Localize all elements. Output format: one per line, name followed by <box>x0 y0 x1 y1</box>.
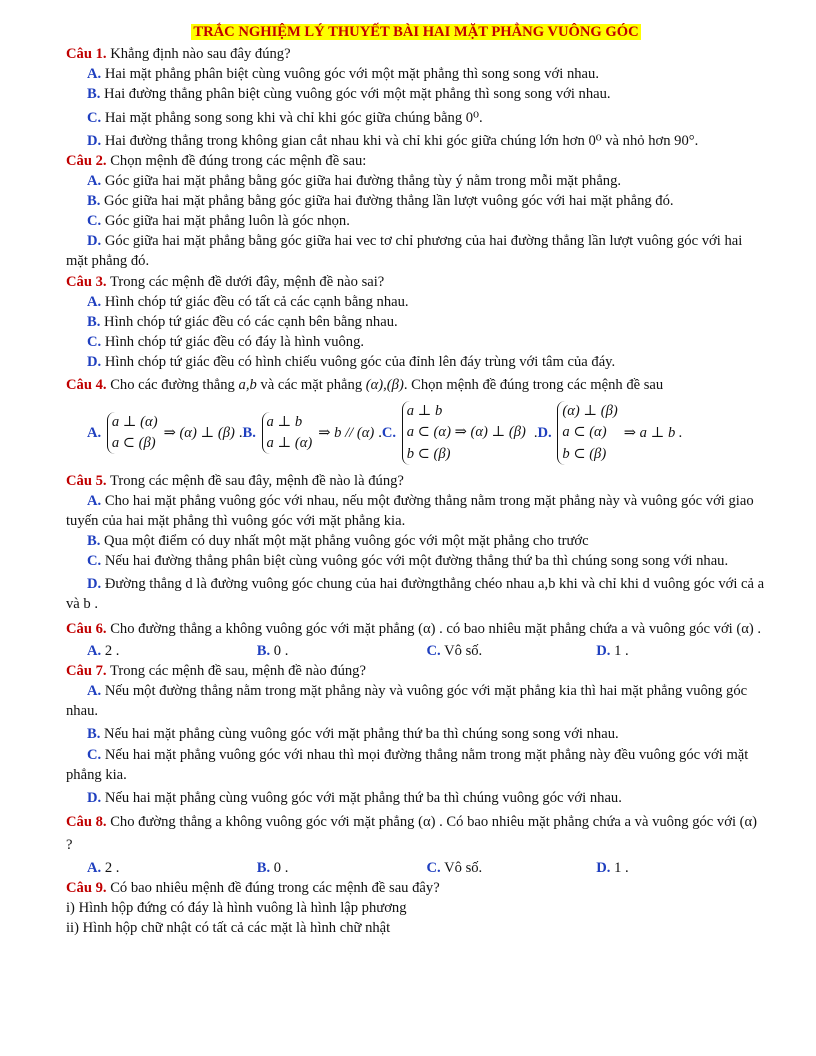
option-letter: D. <box>87 354 102 370</box>
option-letter: D. <box>87 789 102 806</box>
option-text: 1 . <box>614 859 629 876</box>
option-letter: C. <box>426 859 441 876</box>
question-9 <box>66 878 766 898</box>
math-line: b ⊂ (β) <box>406 445 451 462</box>
option-7b <box>66 724 766 744</box>
option-text: Hình chóp tứ giác đều có các cạnh bên bằng nhau. <box>104 313 398 330</box>
option-letter: A. <box>87 859 102 876</box>
question-text: Cho các đường thẳng <box>110 377 235 394</box>
option-letter: A. <box>87 66 102 83</box>
option-2a <box>66 171 766 191</box>
math-line: a ⊥ b <box>406 403 443 420</box>
option-text: Hình chóp tứ giác đều có đáy là hình vuông. <box>104 333 365 350</box>
question-label: Câu 4. <box>66 377 107 394</box>
math-line: a ⊥ (α) <box>266 434 313 451</box>
option-letter: A. <box>87 424 102 441</box>
question-label: Câu 3. <box>66 273 107 290</box>
math-planes: (α),(β) <box>365 377 404 394</box>
option-letter: B. <box>87 533 101 550</box>
math-conclusion: ⇒ a ⊥ b . <box>623 424 683 441</box>
system-brace <box>557 401 621 464</box>
option-letter: A. <box>87 492 102 509</box>
option-5b <box>66 531 766 551</box>
option-4c: . C. a ⊥ b a ⊂ (α) ⇒ (α) ⊥ (β) b ⊂ (β) <box>378 401 532 464</box>
option-text: Hai mặt phẳng phân biệt cùng vuông góc với một mặt phẳng thì song song với nhau. <box>104 66 599 83</box>
question-6-options <box>66 641 766 661</box>
option-letter: A. <box>87 683 102 700</box>
option-5d <box>66 574 766 614</box>
option-letter: D. <box>596 642 611 659</box>
question-label: Câu 5. <box>66 472 107 489</box>
option-letter: B. <box>242 424 256 441</box>
question-label: Câu 9. <box>66 879 107 896</box>
option-text: 2 . <box>104 859 120 876</box>
system-brace <box>262 412 317 454</box>
math-line: a ⊥ (α) <box>111 413 158 430</box>
question-8-options <box>66 858 766 878</box>
question-4-options <box>66 401 766 464</box>
worksheet-title <box>66 22 766 42</box>
question-text: Trong các mệnh đề sau, mệnh đề nào đúng? <box>109 663 366 680</box>
option-1a <box>66 64 766 84</box>
option-letter: C. <box>87 333 102 350</box>
option-letter: D. <box>596 859 611 876</box>
option-6c <box>427 641 597 661</box>
option-text: Hai đường thẳng trong không gian cắt nhau khi và chỉ khi góc giữa chúng lớn hơn 0⁰ và nhỏ hơn 90°. <box>104 132 699 149</box>
title-text: TRẮC NGHIỆM LÝ THUYẾT BÀI HAI MẶT PHẲNG VUÔNG GÓC <box>193 24 639 40</box>
option-letter: A. <box>87 172 102 189</box>
question-8 <box>66 811 766 858</box>
option-6d <box>596 641 766 661</box>
question-2 <box>66 151 766 171</box>
option-2b <box>66 191 766 211</box>
option-text: 0 . <box>273 642 289 659</box>
option-letter: C. <box>87 553 102 570</box>
option-letter: A. <box>87 642 102 659</box>
question-label: Câu 2. <box>66 152 107 169</box>
option-5a <box>66 491 766 531</box>
option-text: Hình chóp tứ giác đều có hình chiếu vuông góc của đỉnh lên đáy trùng với tâm của đáy. <box>104 354 616 370</box>
option-text: Góc giữa hai mặt phẳng luôn là góc nhọn. <box>104 213 350 230</box>
option-3c <box>66 332 766 352</box>
option-8b <box>257 858 427 878</box>
question-text: Cho đường thẳng a không vuông góc với mặt phẳng (α) . Có bao nhiêu mặt phẳng chứa a và vuông góc với (α) ? <box>66 813 758 854</box>
option-letter: C. <box>426 642 441 659</box>
math-line: a ⊥ b <box>266 413 303 430</box>
math-line: (α) ⊥ (β) <box>562 403 618 420</box>
option-6a <box>87 641 257 661</box>
question-4 <box>66 375 766 395</box>
option-text: 1 . <box>614 642 629 659</box>
option-1c <box>66 108 766 128</box>
option-5c <box>66 551 766 571</box>
system-brace <box>107 412 162 454</box>
question-text: Trong các mệnh đề dưới đây, mệnh đề nào sai? <box>109 273 385 290</box>
system-brace <box>402 401 530 464</box>
option-text: Vô số. <box>444 642 483 659</box>
option-2d <box>66 231 766 271</box>
option-text: Hình chóp tứ giác đều có tất cả các cạnh bằng nhau. <box>104 293 409 310</box>
question-text: Trong các mệnh đề sau đây, mệnh đề nào là đúng? <box>109 472 404 489</box>
option-1d <box>66 131 766 151</box>
option-text: Đường thẳng d là đường vuông góc chung của hai đườngthẳng chéo nhau a,b khi và chỉ khi d vuông góc với cả a và b . <box>66 576 765 613</box>
option-letter: D. <box>87 576 102 593</box>
statement-i: i) Hình hộp đứng có đáy là hình vuông là hình lập phương <box>66 899 407 916</box>
question-label: Câu 7. <box>66 663 107 680</box>
question-text: Khẳng định nào sau đây đúng? <box>110 46 291 63</box>
option-text: Hai đường thẳng phân biệt cùng vuông góc với một mặt phẳng thì song song với nhau. <box>104 86 611 103</box>
option-text: Nếu hai mặt phẳng cùng vuông góc với mặt phẳng thứ ba thì chúng vuông góc với nhau. <box>104 789 622 806</box>
option-letter: B. <box>256 642 271 659</box>
math-conclusion: ⇒ b // (α) <box>318 424 375 441</box>
option-text: 2 . <box>104 642 120 659</box>
option-text: Góc giữa hai mặt phẳng bằng góc giữa hai đường thẳng lần lượt vuông góc với hai mặt phẳng đó. <box>104 193 674 209</box>
option-4a <box>87 412 235 454</box>
option-letter: D. <box>537 424 552 441</box>
option-4d: . D. (α) ⊥ (β) a ⊂ (α) b ⊂ (β) ⇒ a ⊥ b . <box>534 401 683 464</box>
question-text: và các mặt phẳng <box>260 377 363 394</box>
option-text: Vô số. <box>444 859 483 876</box>
option-2c <box>66 211 766 231</box>
option-7d <box>66 788 766 808</box>
option-text: Cho hai mặt phẳng vuông góc với nhau, nếu một đường thẳng nằm trong mặt phẳng này và vuông góc với giao tuyến của hai mặt phẳng thì vuông góc với mặt phẳng kia. <box>66 492 754 529</box>
option-letter: B. <box>87 193 101 209</box>
option-letter: C. <box>381 424 397 441</box>
question-1 <box>66 44 766 64</box>
option-letter: D. <box>87 132 102 149</box>
option-text: Nếu một đường thẳng nằm trong mặt phẳng này và vuông góc với mặt phẳng kia thì hai mặt phẳng vuông góc nhau. <box>66 683 748 720</box>
option-text: Góc giữa hai mặt phẳng bằng góc giữa hai vec tơ chỉ phương của hai đường thẳng lần lượt vuông góc với hai mặt phẳng đó. <box>66 233 743 270</box>
option-text: 0 . <box>273 859 289 876</box>
option-7a <box>66 681 766 721</box>
question-7 <box>66 661 766 681</box>
option-letter: C. <box>87 213 102 230</box>
option-text: Góc giữa hai mặt phẳng bằng góc giữa hai đường thẳng tùy ý nằm trong mỗi mặt phẳng. <box>104 172 622 189</box>
question-label: Câu 1. <box>66 46 107 63</box>
question-5 <box>66 471 766 491</box>
math-line: a ⊂ (β) <box>111 434 156 451</box>
option-letter: C. <box>87 109 102 126</box>
option-text: Qua một điểm có duy nhất một mặt phẳng vuông góc với một mặt phẳng cho trước <box>104 533 589 550</box>
math-conclusion: ⇒ (α) ⊥ (β) <box>163 424 235 441</box>
question-text: Có bao nhiêu mệnh đề đúng trong các mệnh đề sau đây? <box>110 879 440 896</box>
option-letter: C. <box>87 746 102 763</box>
math-variables: a,b <box>238 377 257 394</box>
question-label: Câu 8. <box>66 813 107 830</box>
question-3 <box>66 272 766 292</box>
question-6 <box>66 618 766 641</box>
option-letter: B. <box>87 86 101 103</box>
question-label: Câu 6. <box>66 620 107 637</box>
worksheet-page <box>66 22 766 938</box>
option-8c <box>427 858 597 878</box>
option-letter: D. <box>87 233 102 250</box>
option-3b <box>66 312 766 332</box>
option-1b <box>66 84 766 104</box>
option-text: Nếu hai mặt phẳng cùng vuông góc với mặt phẳng thứ ba thì chúng song song với nhau. <box>104 726 619 743</box>
option-6b <box>257 641 427 661</box>
option-text: Nếu hai đường thẳng phân biệt cùng vuông góc với một đường thẳng thứ ba thì chúng song song với nhau. <box>104 553 729 570</box>
option-7c <box>66 745 766 785</box>
math-line: b ⊂ (β) <box>562 445 607 462</box>
question-text: Cho đường thẳng a không vuông góc với mặt phẳng (α) . có bao nhiêu mặt phẳng chứa a và vuông góc với (α) . <box>110 620 762 637</box>
option-4b: . B. a ⊥ b a ⊥ (α) ⇒ b // (α) <box>239 412 374 454</box>
option-text: Hai mặt phẳng song song khi và chỉ khi góc giữa chúng bằng 0⁰. <box>104 109 483 126</box>
question-text: Chọn mệnh đề đúng trong các mệnh đề sau: <box>110 152 367 169</box>
option-letter: A. <box>87 293 102 310</box>
option-3d <box>66 352 766 372</box>
option-8d <box>596 858 766 878</box>
math-line: a ⊂ (α) ⇒ (α) ⊥ (β) <box>406 424 526 441</box>
option-3a <box>66 292 766 312</box>
question-text: . Chọn mệnh đề đúng trong các mệnh đề sau <box>403 377 664 394</box>
statement-ii: ii) Hình hộp chữ nhật có tất cả các mặt là hình chữ nhật <box>66 920 391 936</box>
option-letter: B. <box>87 726 101 743</box>
math-line: a ⊂ (α) <box>562 424 607 441</box>
option-letter: B. <box>256 859 271 876</box>
option-text: Nếu hai mặt phẳng vuông góc với nhau thì mọi đường thẳng nằm trong mặt phẳng này đều vuông góc với mặt phẳng kia. <box>66 746 749 783</box>
option-8a <box>87 858 257 878</box>
option-letter: B. <box>87 313 101 330</box>
